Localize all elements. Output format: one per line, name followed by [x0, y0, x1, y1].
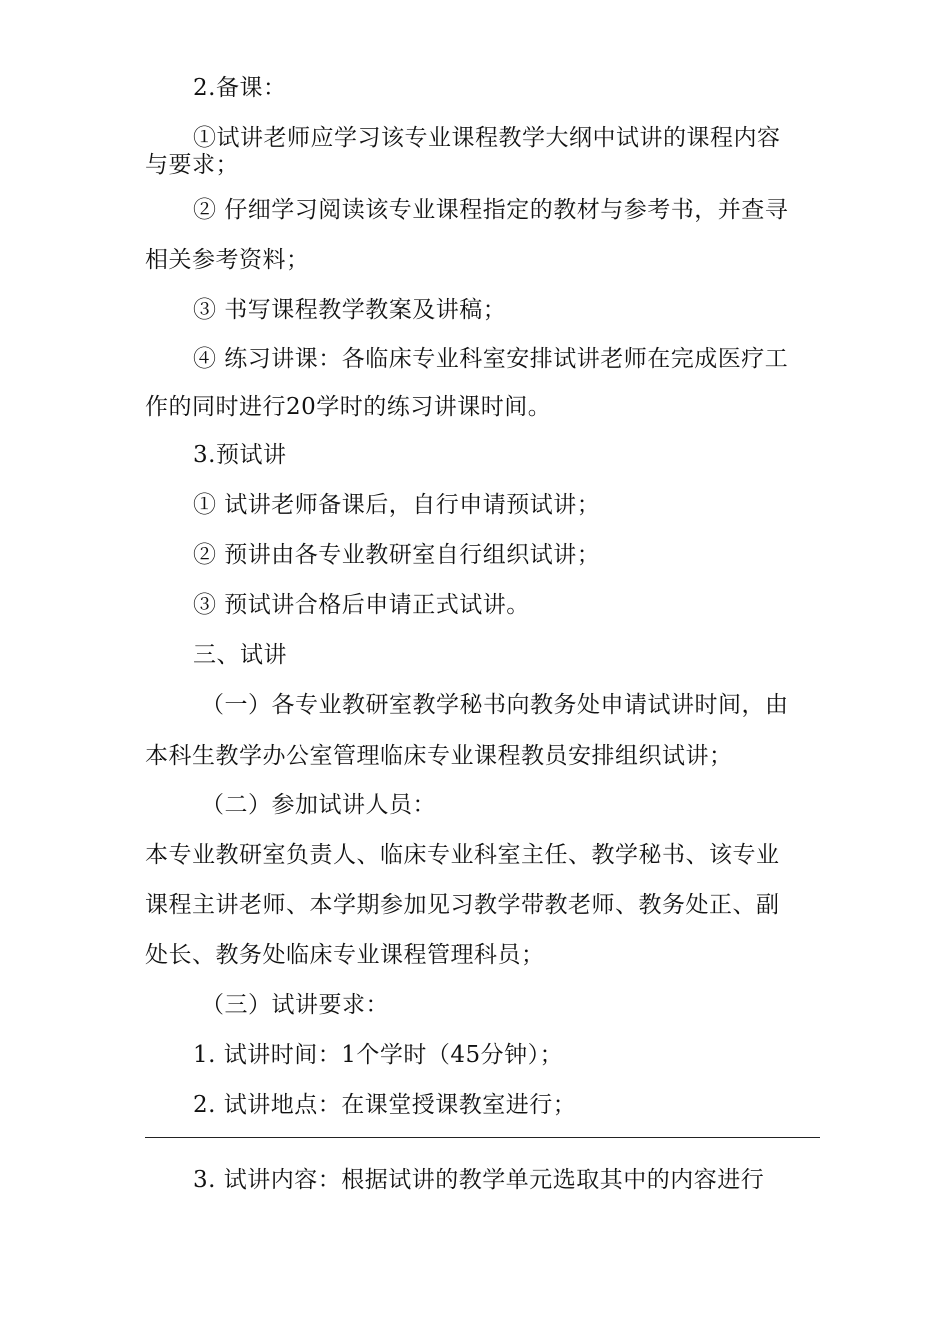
- paragraph-line: 本科生教学办公室管理临床专业课程教员安排组织试讲；: [145, 743, 733, 769]
- paragraph-line: （一）各专业教研室教学秘书向教务处申请试讲时间，由: [201, 692, 789, 718]
- paragraph-line: 1. 试讲时间：1个学时（45分钟）；: [193, 1042, 564, 1068]
- section-heading-pre-lecture: 3.预试讲: [193, 442, 287, 468]
- paragraph-line: 相关参考资料；: [145, 247, 310, 273]
- paragraph-line: 3. 试讲内容：根据试讲的教学单元选取其中的内容进行: [193, 1167, 765, 1193]
- paragraph-line: ④ 练习讲课：各临床专业科室安排试讲老师在完成医疗工: [193, 346, 789, 372]
- paragraph-line: 处长、教务处临床专业课程管理科员；: [145, 942, 545, 968]
- paragraph-line: 课程主讲老师、本学期参加见习教学带教老师、教务处正、副: [145, 892, 780, 918]
- paragraph-line: ② 预讲由各专业教研室自行组织试讲；: [193, 542, 601, 568]
- paragraph-line: （二）参加试讲人员：: [201, 792, 436, 818]
- section-heading-trial-lecture: 三、试讲: [193, 642, 287, 668]
- paragraph-line: ③ 预试讲合格后申请正式试讲。: [193, 592, 530, 618]
- page-divider: [145, 1137, 820, 1138]
- paragraph-line: ①试讲老师应学习该专业课程教学大纲中试讲的课程内容: [193, 125, 781, 151]
- paragraph-line: 与要求；: [145, 152, 239, 178]
- paragraph-line: ③ 书写课程教学教案及讲稿；: [193, 297, 507, 323]
- paragraph-line: 作的同时进行20学时的练习讲课时间。: [145, 394, 552, 420]
- paragraph-line: ② 仔细学习阅读该专业课程指定的教材与参考书，并查寻: [193, 197, 789, 223]
- paragraph-line: 本专业教研室负责人、临床专业科室主任、教学秘书、该专业: [145, 842, 780, 868]
- paragraph-line: （三）试讲要求：: [201, 992, 389, 1018]
- paragraph-line: ① 试讲老师备课后，自行申请预试讲；: [193, 492, 601, 518]
- section-heading-lesson-prep: 2.备课：: [193, 75, 287, 101]
- paragraph-line: 2. 试讲地点：在课堂授课教室进行；: [193, 1092, 577, 1118]
